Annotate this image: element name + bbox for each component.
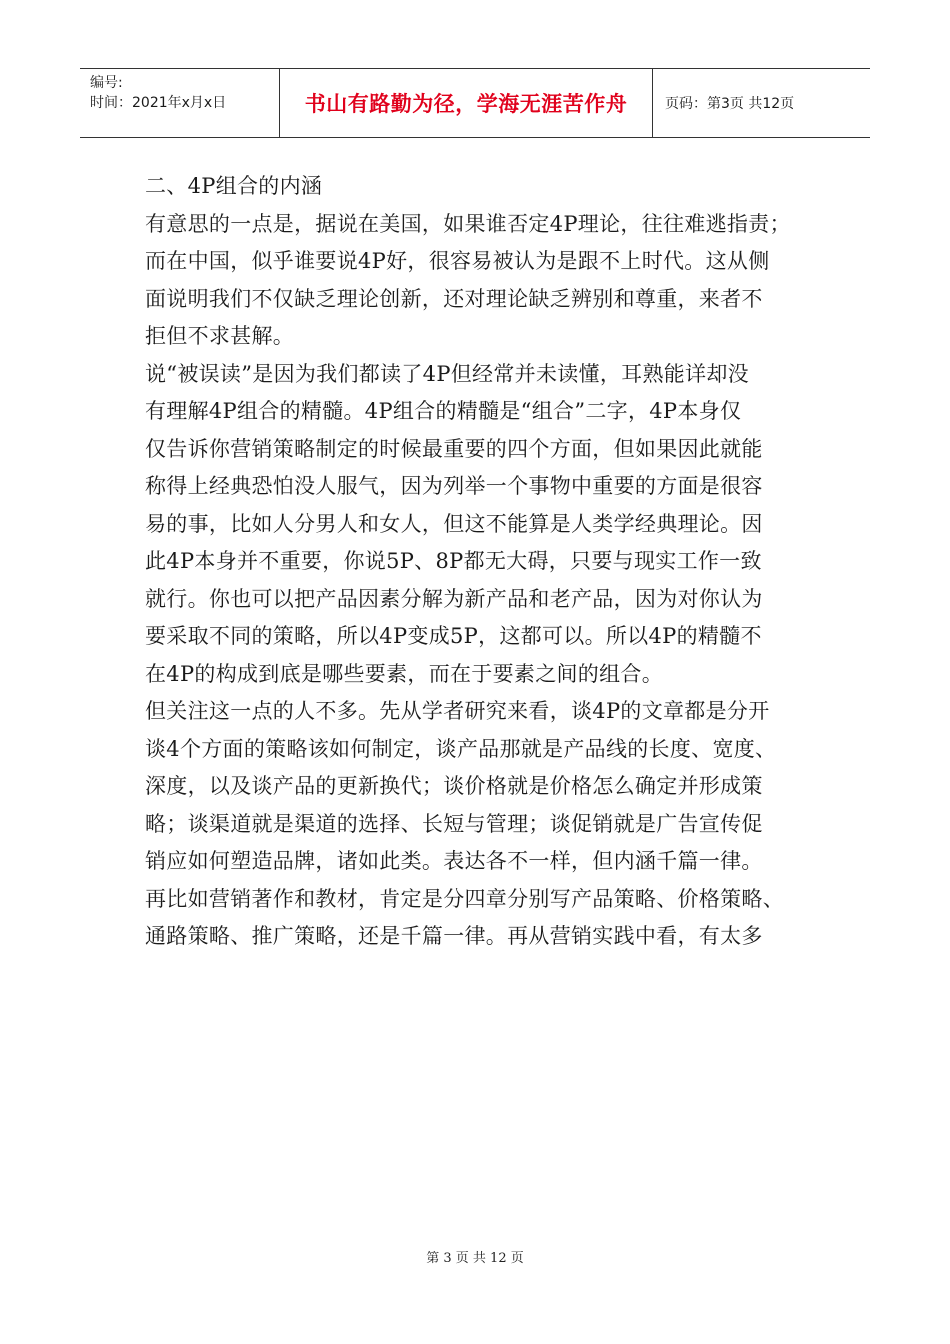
body-line: 略；谈渠道就是渠道的选择、长短与管理；谈促销就是广告宣传促 — [145, 811, 763, 836]
body-line: 但关注这一点的人不多。先从学者研究来看，谈4P的文章都是分开 — [145, 699, 770, 723]
body-line: 面说明我们不仅缺乏理论创新，还对理论缺乏辨别和尊重，来者不 — [145, 286, 763, 311]
body-line: 拒但不求甚解。 — [145, 324, 295, 348]
document-date-label: 时间：2021年x月x日 — [90, 95, 227, 111]
document-number-label: 编号: — [90, 75, 123, 91]
body-line: 称得上经典恐怕没人服气，因为列举一个事物中重要的方面是很容 — [145, 474, 763, 498]
header-meta-cell — [80, 69, 280, 137]
body-line: 要采取不同的策略，所以4P变成5P，这都可以。所以4P的精髓不 — [145, 624, 762, 648]
document-body — [145, 168, 815, 956]
body-line: 通路策略、推广策略，还是千篇一律。再从营销实践中看，有太多 — [145, 924, 763, 948]
page-footer: 第 3 页 共 12 页 — [426, 1251, 524, 1266]
header-motto-cell — [280, 69, 653, 137]
body-line: 易的事，比如人分男人和女人，但这不能算是人类学经典理论。因 — [145, 511, 763, 536]
body-line: 谈4个方面的策略该如何制定，谈产品那就是产品线的长度、宽度、 — [145, 736, 777, 761]
body-line: 说“被误读”是因为我们都读了4P但经常并未读懂，耳熟能详却没 — [145, 361, 749, 386]
body-line: 深度，以及谈产品的更新换代；谈价格就是价格怎么确定并形成策 — [145, 774, 763, 798]
section-heading: 二、4P组合的内涵 — [145, 174, 323, 198]
motto-text: 书山有路勤为径，学海无涯苦作舟 — [304, 92, 628, 116]
body-line: 在4P的构成到底是哪些要素，而在于要素之间的组合。 — [145, 661, 663, 686]
body-line: 而在中国，似乎谁要说4P好，很容易被认为是跟不上时代。这从侧 — [145, 249, 770, 273]
body-line: 再比如营销著作和教材，肯定是分四章分别写产品策略、价格策略、 — [145, 886, 784, 911]
body-line: 有意思的一点是，据说在美国，如果谁否定4P理论，往往难逃指责； — [145, 211, 791, 236]
body-line: 有理解4P组合的精髓。4P组合的精髓是“组合”二字，4P本身仅 — [145, 399, 742, 423]
header-table — [80, 68, 870, 138]
body-line: 销应如何塑造品牌，诸如此类。表达各不一样，但内涵千篇一律。 — [145, 849, 763, 873]
body-line: 仅告诉你营销策略制定的时候最重要的四个方面，但如果因此就能 — [145, 436, 763, 461]
header-page-cell — [653, 69, 870, 137]
body-line: 就行。你也可以把产品因素分解为新产品和老产品，因为对你认为 — [145, 586, 763, 611]
page-info-text: 页码：第3页 共12页 — [665, 96, 795, 112]
body-line: 此4P本身并不重要，你说5P、8P都无大碍，只要与现实工作一致 — [145, 549, 762, 573]
